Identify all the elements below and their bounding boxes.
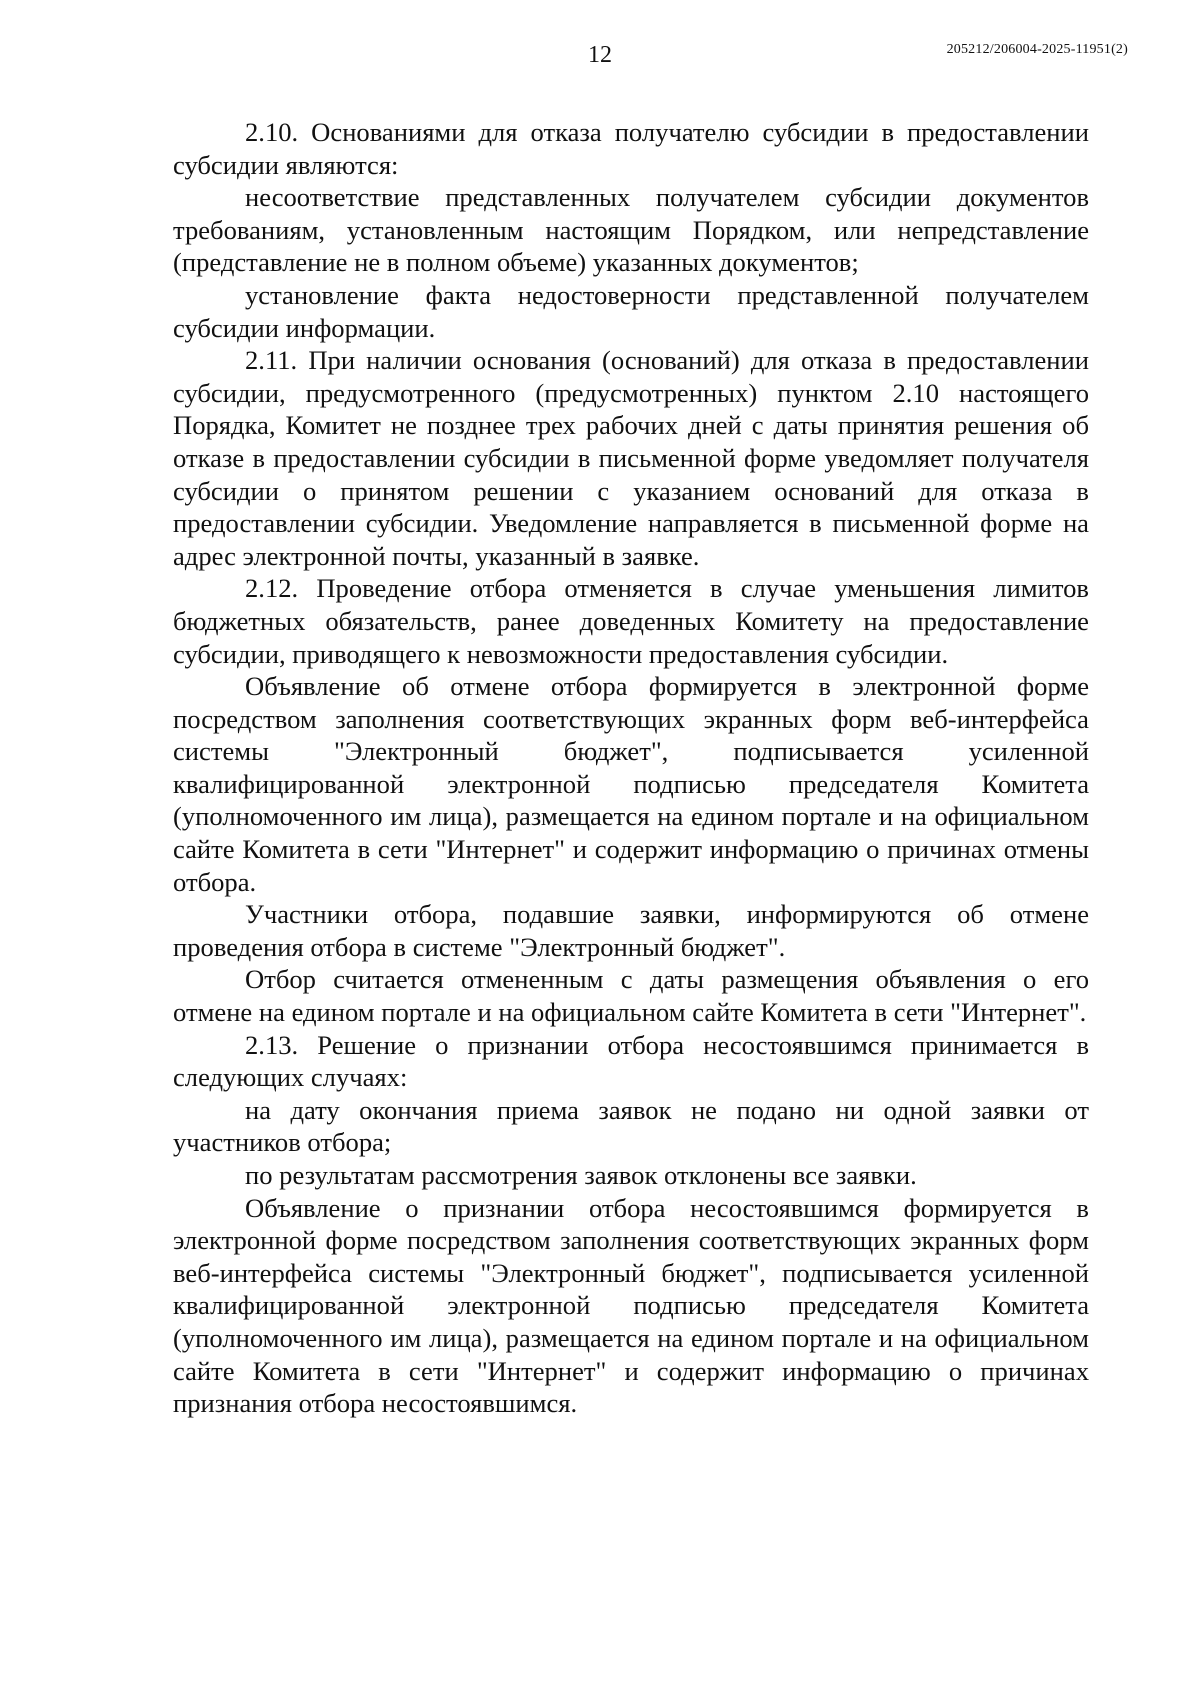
paragraph-failed-selection-announcement: Объявление о признании отбора несостоявшимся формируется в электронной форме посредством заполнения соответствующих экранных форм веб-интерфейса системы "Электронный бюджет", подписывается усиленной квалифицированной электронной подписью председателя Комитета (уполномоченного им лица), размещается на едином портале и на официальном сайте Комитета в сети "Интернет" и содержит информацию о причинах признания отбора несостоявшимся. xyxy=(173,1192,1089,1419)
page-number: 12 xyxy=(588,42,612,68)
paragraph-refusal-ground-unreliable-info: установление факта недостоверности представленной получателем субсидии информации. xyxy=(173,279,1089,343)
paragraph-2-10: 2.10. Основаниями для отказа получателю субсидии в предоставлении субсидии являются: xyxy=(173,117,1089,180)
paragraph-cancellation-announcement: Объявление об отмене отбора формируется в электронной форме посредством заполнения соответствующих экранных форм веб-интерфейса системы "Электронный бюджет", подписывается усиленной квалифицированной электронной подписью председателя Комитета (уполномоченного им лица), размещается на едином портале и на официальном сайте Комитета в сети "Интернет" и содержит информацию о причинах отмены отбора. xyxy=(173,671,1089,897)
paragraph-cancellation-date: Отбор считается отмененным с даты размещения объявления о его отмене на едином портале и на официальном сайте Комитета в сети "Интернет". xyxy=(173,964,1089,1028)
paragraph-no-applications: на дату окончания приема заявок не подано ни одной заявки от участников отбора; xyxy=(173,1094,1089,1158)
paragraph-2-12: 2.12. Проведение отбора отменяется в случае уменьшения лимитов бюджетных обязательств, ранее доведенных Комитету на предоставление субсидии, приводящего к невозможности предоставления субсидии. xyxy=(173,573,1089,669)
paragraph-refusal-ground-documents: несоответствие представленных получателем субсидии документов требованиям, установленным настоящим Порядком, или непредставление (представление не в полном объеме) указанных документов; xyxy=(173,182,1089,278)
paragraph-2-11: 2.11. При наличии основания (оснований) для отказа в предоставлении субсидии, предусмотренного (предусмотренных) пунктом 2.10 настоящего Порядка, Комитет не позднее трех рабочих дней с даты принятия решения об отказе в предоставлении субсидии в письменной форме уведомляет получателя субсидии о принятом решении с указанием оснований для отказа в предоставлении субсидии. Уведомление направляется в письменной форме на адрес электронной почты, указанный в заявке. xyxy=(173,345,1089,571)
document-body xyxy=(173,116,1089,1420)
paragraph-participants-informed: Участники отбора, подавшие заявки, информируются об отмене проведения отбора в системе "Электронный бюджет". xyxy=(173,899,1089,962)
document-id: 205212/206004-2025-11951(2) xyxy=(946,42,1128,57)
paragraph-2-13: 2.13. Решение о признании отбора несостоявшимся принимается в следующих случаях: xyxy=(173,1029,1089,1093)
paragraph-all-rejected: по результатам рассмотрения заявок отклонены все заявки. xyxy=(245,1160,917,1190)
